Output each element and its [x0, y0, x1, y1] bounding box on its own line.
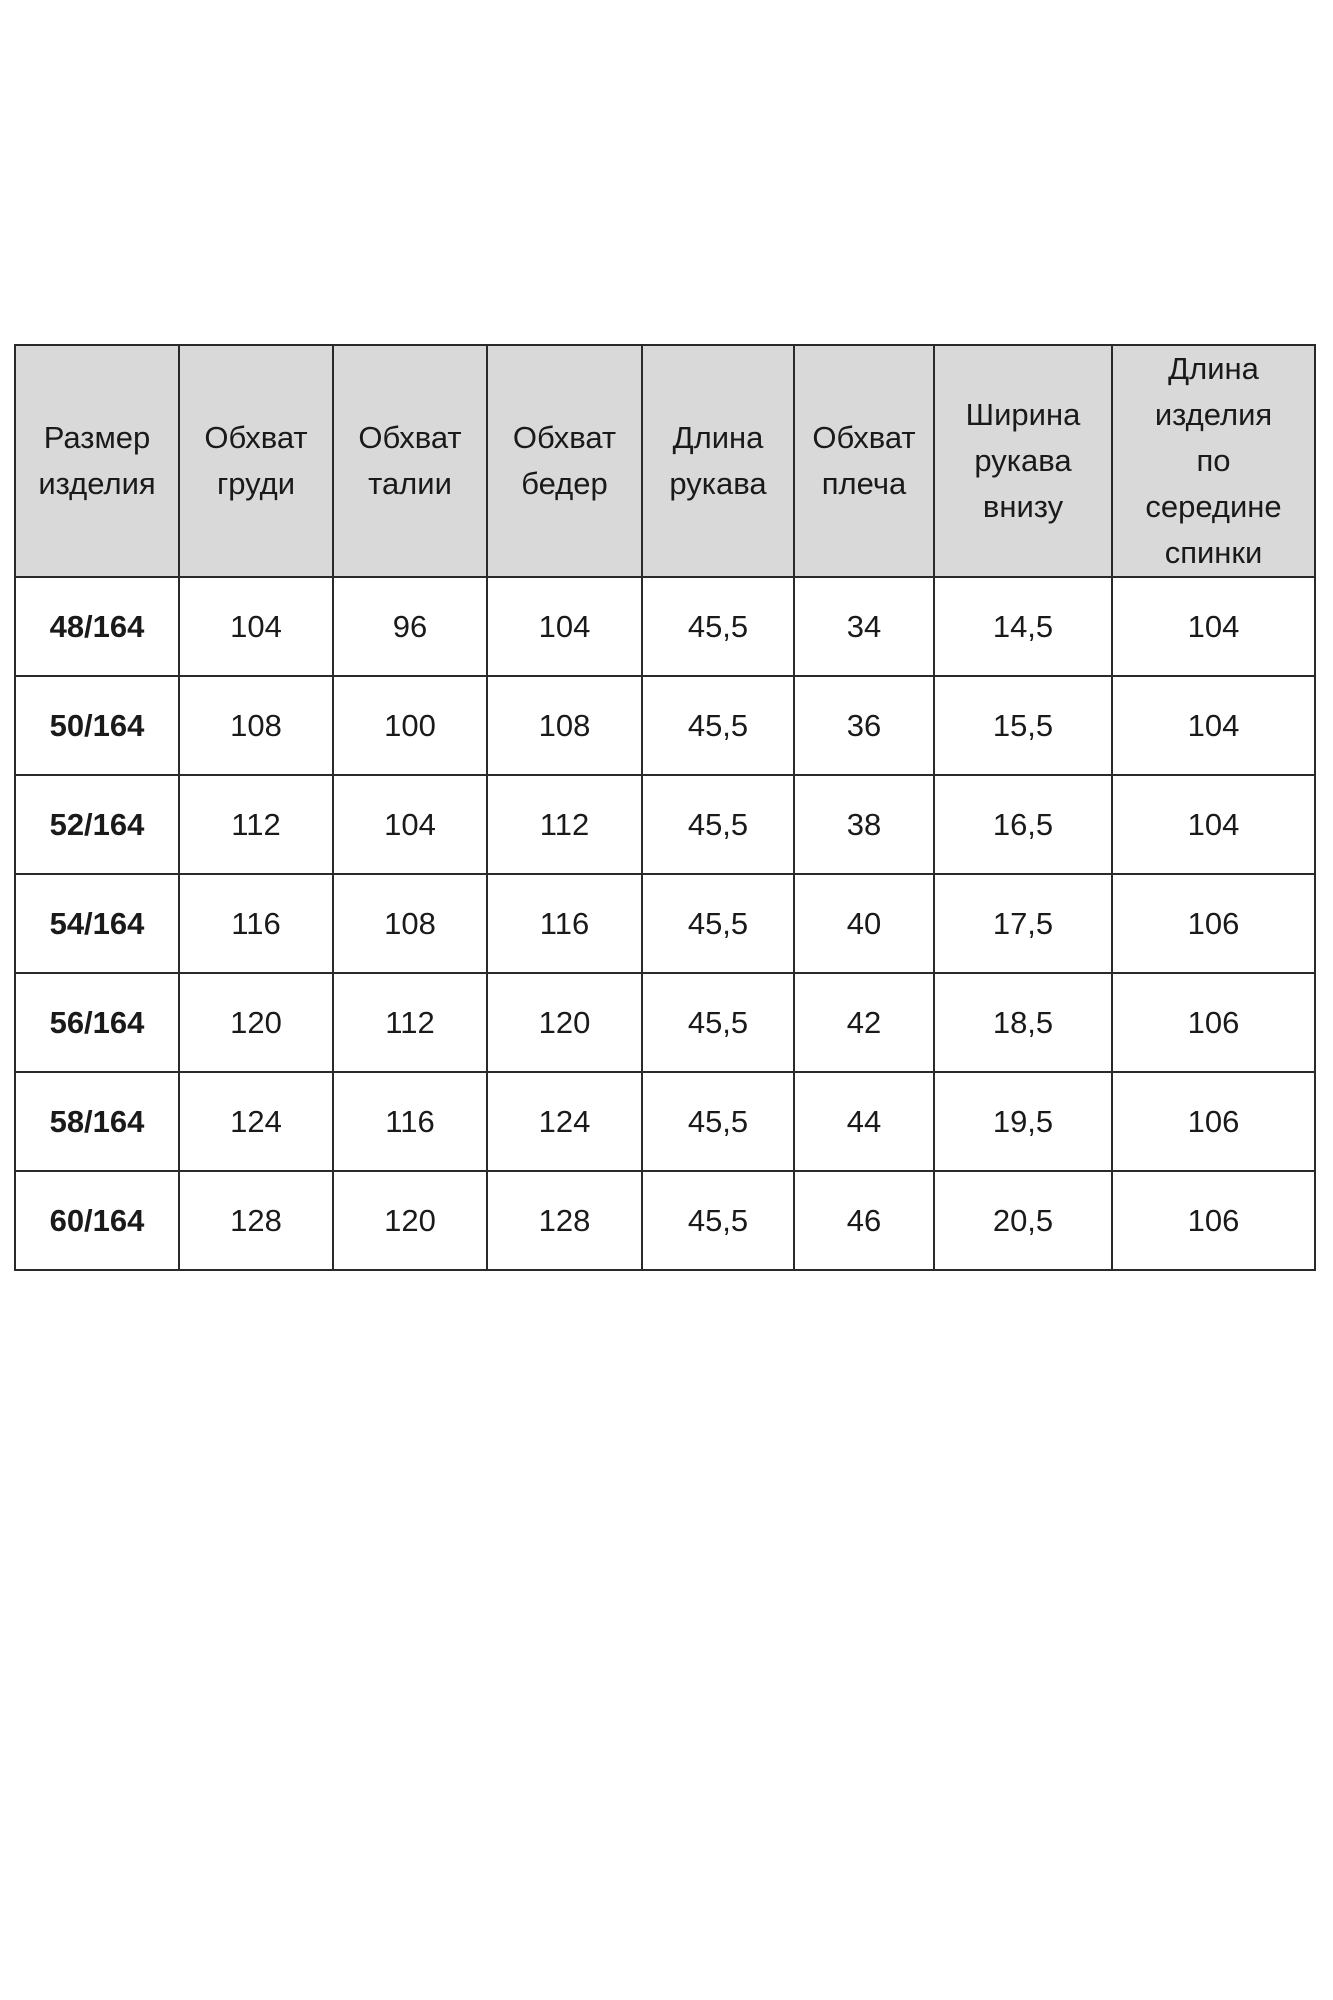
garment-length-cell: 104: [1112, 676, 1315, 775]
waist-cell: 116: [333, 1072, 487, 1171]
waist-cell: 104: [333, 775, 487, 874]
hips-cell: 116: [487, 874, 642, 973]
garment-length-cell: 104: [1112, 577, 1315, 676]
header-text-line: Обхват: [812, 420, 916, 455]
chest-cell: 112: [179, 775, 333, 874]
size-chart-table: [14, 344, 1316, 1271]
shoulder-cell: 44: [794, 1072, 934, 1171]
sleeve-length-cell: 45,5: [642, 874, 794, 973]
garment-length-cell: 106: [1112, 1072, 1315, 1171]
chest-cell: 120: [179, 973, 333, 1072]
header-text-line: талии: [368, 466, 452, 501]
sleeve-width-cell: 16,5: [934, 775, 1112, 874]
header-text-line: по: [1196, 443, 1231, 478]
table-row: [15, 874, 1315, 973]
size-cell: 54/164: [15, 874, 179, 973]
header-text-line: Длина: [672, 420, 764, 455]
size-cell: 52/164: [15, 775, 179, 874]
header-text-line: Длина: [1168, 351, 1259, 386]
sleeve-width-cell: 20,5: [934, 1171, 1112, 1270]
header-sleeve-width: [934, 345, 1112, 577]
hips-cell: 124: [487, 1072, 642, 1171]
sleeve-length-cell: 45,5: [642, 973, 794, 1072]
header-text-line: Обхват: [512, 420, 617, 455]
chest-cell: 116: [179, 874, 333, 973]
sleeve-length-cell: 45,5: [642, 775, 794, 874]
hips-cell: 108: [487, 676, 642, 775]
shoulder-cell: 36: [794, 676, 934, 775]
chest-cell: 128: [179, 1171, 333, 1270]
header-row: [15, 345, 1315, 577]
header-text-line: изделия: [38, 466, 156, 501]
sleeve-length-cell: 45,5: [642, 577, 794, 676]
garment-length-cell: 104: [1112, 775, 1315, 874]
header-text-line: плеча: [821, 466, 907, 501]
size-cell: 48/164: [15, 577, 179, 676]
shoulder-cell: 40: [794, 874, 934, 973]
table-row: [15, 676, 1315, 775]
sleeve-length-cell: 45,5: [642, 1072, 794, 1171]
shoulder-cell: 46: [794, 1171, 934, 1270]
hips-cell: 112: [487, 775, 642, 874]
shoulder-cell: 42: [794, 973, 934, 1072]
chest-cell: 104: [179, 577, 333, 676]
waist-cell: 108: [333, 874, 487, 973]
table-row: [15, 973, 1315, 1072]
header-text-line: Обхват: [358, 420, 462, 455]
table-row: [15, 1171, 1315, 1270]
size-cell: 60/164: [15, 1171, 179, 1270]
sleeve-width-cell: 15,5: [934, 676, 1112, 775]
garment-length-cell: 106: [1112, 973, 1315, 1072]
chest-cell: 108: [179, 676, 333, 775]
header-text-line: рукава: [974, 443, 1072, 478]
waist-cell: 112: [333, 973, 487, 1072]
garment-length-cell: 106: [1112, 874, 1315, 973]
size-cell: 56/164: [15, 973, 179, 1072]
size-cell: 58/164: [15, 1072, 179, 1171]
sleeve-width-cell: 18,5: [934, 973, 1112, 1072]
header-text-line: Размер: [43, 420, 151, 455]
hips-cell: 104: [487, 577, 642, 676]
header-text-line: спинки: [1164, 535, 1263, 570]
sleeve-width-cell: 17,5: [934, 874, 1112, 973]
table-row: [15, 775, 1315, 874]
header-text-line: рукава: [669, 466, 767, 501]
sleeve-length-cell: 45,5: [642, 1171, 794, 1270]
shoulder-cell: 34: [794, 577, 934, 676]
hips-cell: 120: [487, 973, 642, 1072]
sleeve-length-cell: 45,5: [642, 676, 794, 775]
header-text-line: середине: [1145, 489, 1282, 524]
hips-cell: 128: [487, 1171, 642, 1270]
header-waist: [333, 345, 487, 577]
sleeve-width-cell: 14,5: [934, 577, 1112, 676]
header-hips: [487, 345, 642, 577]
garment-length-cell: 106: [1112, 1171, 1315, 1270]
table-row: [15, 577, 1315, 676]
size-cell: 50/164: [15, 676, 179, 775]
shoulder-cell: 38: [794, 775, 934, 874]
waist-cell: 120: [333, 1171, 487, 1270]
table-row: [15, 1072, 1315, 1171]
header-text-line: изделия: [1154, 397, 1273, 432]
header-sleeve-length: [642, 345, 794, 577]
chest-cell: 124: [179, 1072, 333, 1171]
header-shoulder: [794, 345, 934, 577]
header-text-line: Ширина: [965, 397, 1081, 432]
waist-cell: 100: [333, 676, 487, 775]
header-text-line: Обхват: [204, 420, 308, 455]
header-chest: [179, 345, 333, 577]
header-text-line: внизу: [982, 489, 1064, 524]
header-text-line: груди: [216, 466, 296, 501]
sleeve-width-cell: 19,5: [934, 1072, 1112, 1171]
header-size: [15, 345, 179, 577]
header-garment-length: [1112, 345, 1315, 577]
waist-cell: 96: [333, 577, 487, 676]
header-text-line: бедер: [521, 466, 608, 501]
